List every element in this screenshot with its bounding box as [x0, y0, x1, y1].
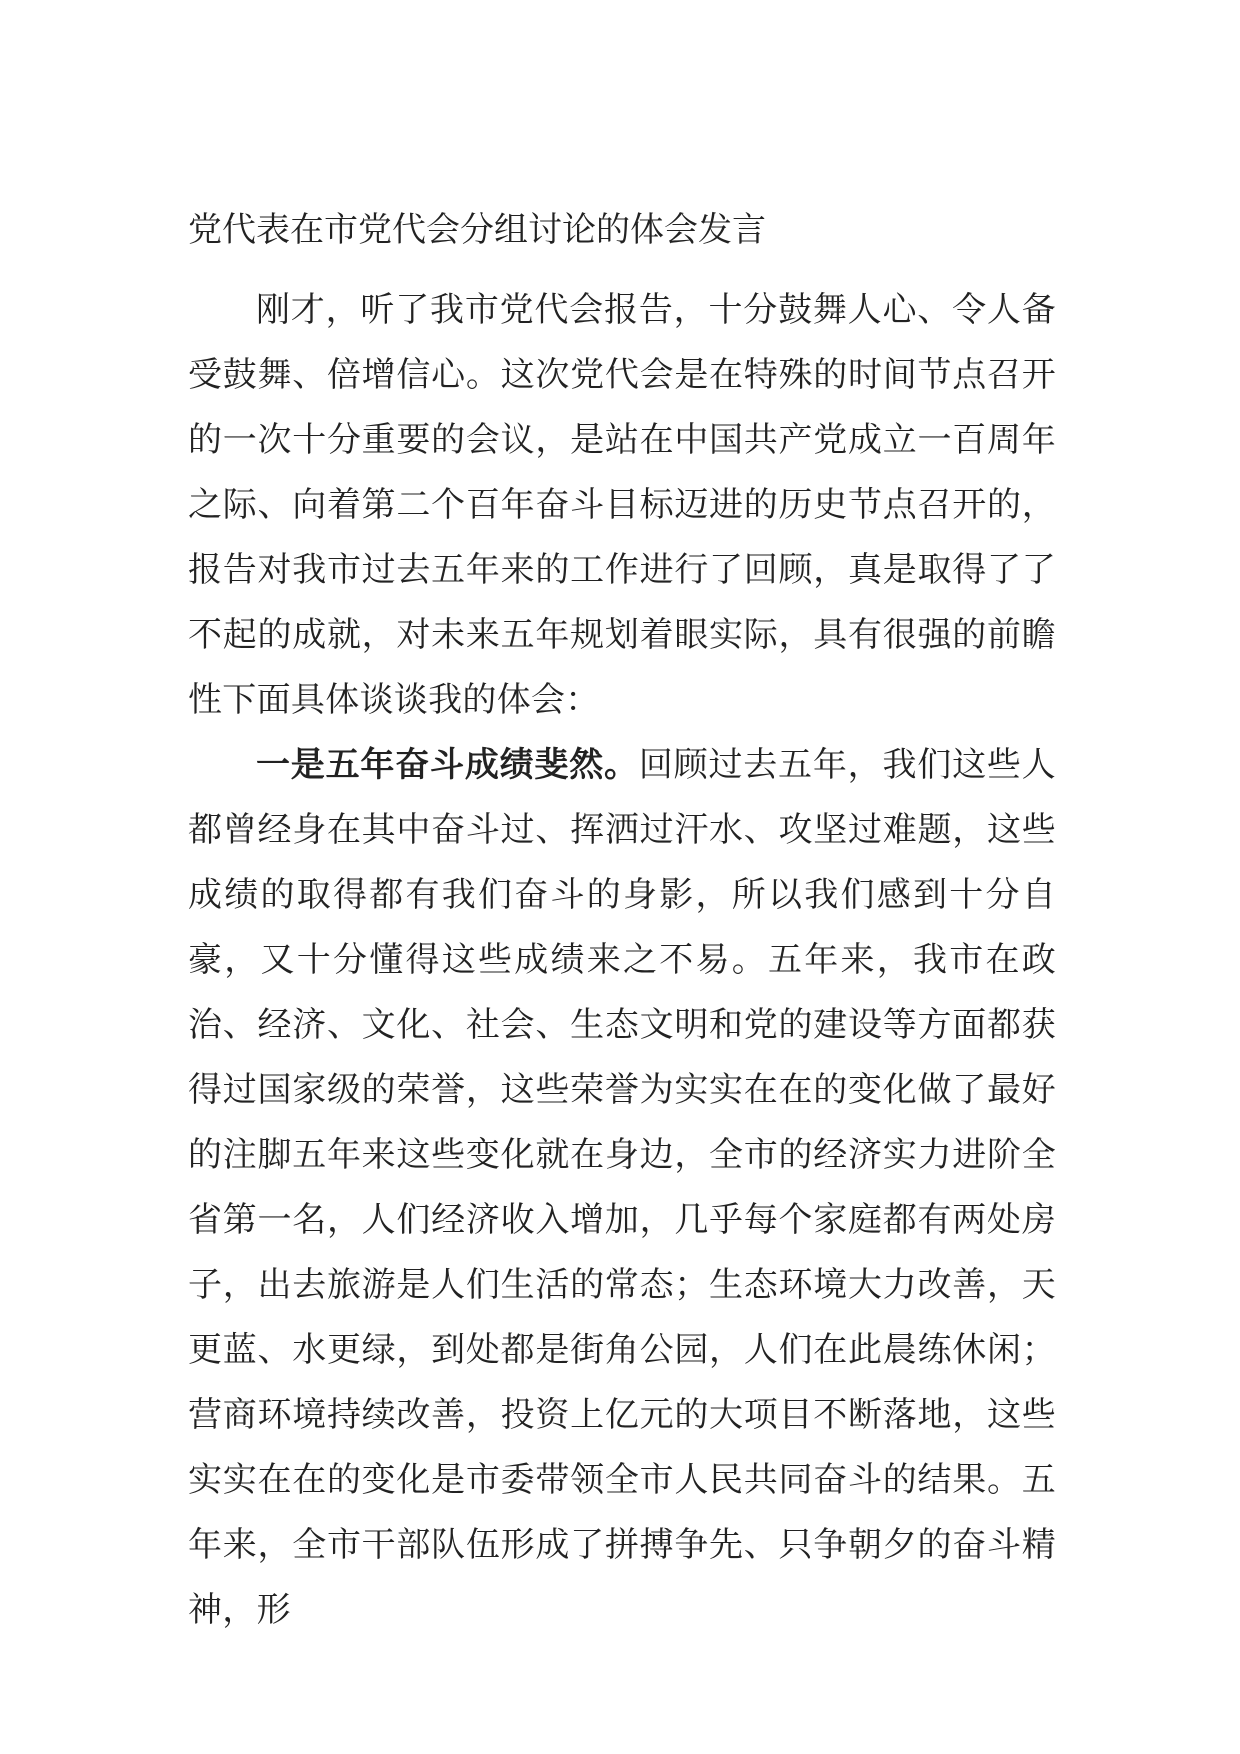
- paragraph-intro: [188, 278, 1056, 733]
- paragraph-point-one-text: 回顾过去五年，我们这些人都曾经身在其中奋斗过、挥洒过汗水、攻坚过难题，这些成绩的取得都有我们奋斗的身影，所以我们感到十分自豪，又十分懂得这些成绩来之不易。五年来，我市在政治、经济、文化、社会、生态文明和党的建设等方面都获得过国家级的荣誉，这些荣誉为实实在在的变化做了最好的注脚五年来这些变化就在身边，全市的经济实力进阶全省第一名，人们经济收入增加，几乎每个家庭都有两处房子，出去旅游是人们生活的常态；生态环境大力改善，天更蓝、水更绿，到处都是街角公园，人们在此晨练休闲；营商环境持续改善，投资上亿元的大项目不断落地，这些实实在在的变化是市委带领全市人民共同奋斗的结果。五年来，全市干部队伍形成了拼搏争先、只争朝夕的奋斗精神，形: [188, 745, 1056, 1630]
- document-body: [188, 278, 1056, 1643]
- paragraph-point-one-heading: 一是五年奋斗成绩斐然。: [256, 745, 639, 785]
- paragraph-intro-text: 刚才，听了我市党代会报告，十分鼓舞人心、令人备受鼓舞、倍增信心。这次党代会是在特殊的时间节点召开的一次十分重要的会议，是站在中国共产党成立一百周年之际、向着第二个百年奋斗目标迈进的历史节点召开的，报告对我市过去五年来的工作进行了回顾，真是取得了了不起的成就，对未来五年规划着眼实际，具有很强的前瞻性下面具体谈谈我的体会：: [188, 290, 1056, 720]
- paragraph-point-one: [188, 733, 1056, 1643]
- document-title: 党代表在市党代会分组讨论的体会发言: [188, 210, 766, 250]
